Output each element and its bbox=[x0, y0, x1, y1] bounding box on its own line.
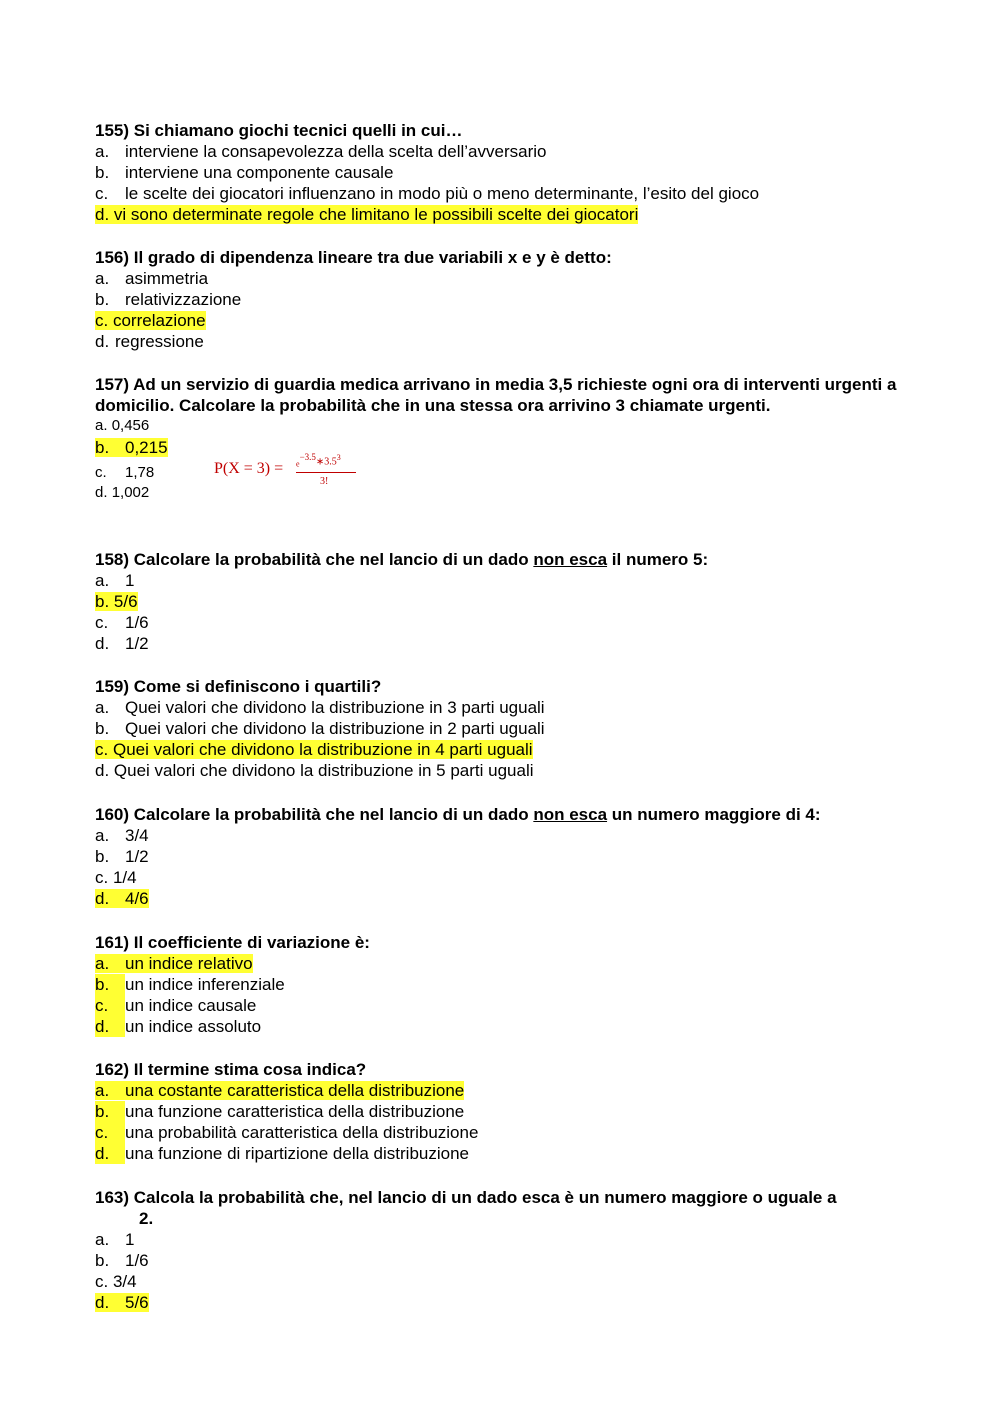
option-c: c. le scelte dei giocatori influenzano in modo più o meno determinante, l’esito del gioco bbox=[95, 184, 760, 203]
fraction-bar bbox=[296, 472, 356, 473]
question-163 bbox=[95, 1187, 915, 1313]
option-c: c. 3/4 bbox=[95, 1272, 137, 1291]
option-c: c. un indice causale bbox=[95, 996, 257, 1015]
option-a: a. Quei valori che dividono la distribuzione in 3 parti uguali bbox=[95, 698, 545, 717]
question-156 bbox=[95, 247, 915, 352]
question-158 bbox=[95, 549, 915, 654]
option-a: a. interviene la consapevolezza della scelta dell’avversario bbox=[95, 142, 547, 161]
option-d-highlighted: d. 4/6 bbox=[95, 889, 149, 908]
option-b: b. un indice inferenziale bbox=[95, 975, 285, 994]
option-c: c. 1/6 bbox=[95, 613, 149, 632]
option-a: a. 3/4 bbox=[95, 826, 149, 845]
formula-numerator: $_e^{-3.5}∗3.5^3$ bbox=[296, 452, 341, 469]
option-b: b. una funzione caratteristica della distribuzione bbox=[95, 1102, 465, 1121]
option-c: c. 1,78 bbox=[95, 464, 155, 481]
option-b: b. relativizzazione bbox=[95, 290, 242, 309]
option-c: c. una probabilità caratteristica della distribuzione bbox=[95, 1123, 479, 1142]
option-b: b. Quei valori che dividono la distribuzione in 2 parti uguali bbox=[95, 719, 545, 738]
option-c-highlighted: c. Quei valori che dividono la distribuzione in 4 parti uguali bbox=[95, 740, 533, 759]
option-d: d. un indice assoluto bbox=[95, 1017, 262, 1036]
option-d-highlighted: d. vi sono determinate regole che limitano le possibili scelte dei giocatori bbox=[95, 205, 639, 224]
question-title: 163) Calcola la probabilità che, nel lancio di un dado esca è un numero maggiore o uguale a 2. bbox=[95, 1188, 837, 1228]
option-a: a. 1 bbox=[95, 571, 135, 590]
option-d: d. regressione bbox=[95, 332, 204, 351]
question-title: 161) Il coefficiente di variazione è: bbox=[95, 933, 370, 952]
option-d: d. 1,002 bbox=[95, 484, 150, 501]
option-a: a. 0,456 bbox=[95, 417, 150, 434]
formula-lhs: P(X = 3) = bbox=[214, 460, 284, 477]
option-d: d. Quei valori che dividono la distribuzione in 5 parti uguali bbox=[95, 761, 534, 780]
option-c-highlighted: c. correlazione bbox=[95, 311, 206, 330]
question-title: 155) Si chiamano giochi tecnici quelli in cui… bbox=[95, 121, 463, 140]
option-d: d. una funzione di ripartizione della distribuzione bbox=[95, 1144, 469, 1163]
option-a: a. 1 bbox=[95, 1230, 135, 1249]
question-title: 158) Calcolare la probabilità che nel lancio di un dado non esca il numero 5: bbox=[95, 550, 709, 569]
option-b: b. 1/2 bbox=[95, 847, 149, 866]
option-b-highlighted: b. 5/6 bbox=[95, 592, 138, 611]
option-d-highlighted: d. 5/6 bbox=[95, 1293, 149, 1312]
option-a-highlighted: a. una costante caratteristica della distribuzione bbox=[95, 1081, 465, 1100]
question-161 bbox=[95, 932, 915, 1037]
question-159 bbox=[95, 676, 915, 781]
question-160 bbox=[95, 804, 915, 909]
question-title: 157) Ad un servizio di guardia medica arrivano in media 3,5 richieste ogni ora di interventi urgenti a domicilio. Calcolare la probabilità che in una stessa ora arrivino 3 chiamate urgenti. bbox=[95, 375, 897, 415]
question-title: 162) Il termine stima cosa indica? bbox=[95, 1060, 367, 1079]
formula-denominator: 3! bbox=[320, 476, 329, 487]
poisson-formula bbox=[214, 452, 374, 492]
option-a-highlighted: a. un indice relativo bbox=[95, 954, 253, 973]
option-d: d. 1/2 bbox=[95, 634, 149, 653]
question-title: 159) Come si definiscono i quartili? bbox=[95, 677, 382, 696]
question-title: 156) Il grado di dipendenza lineare tra due variabili x e y è detto: bbox=[95, 248, 612, 267]
question-162 bbox=[95, 1059, 915, 1164]
option-b-highlighted: b. 0,215 bbox=[95, 438, 168, 457]
question-title: 160) Calcolare la probabilità che nel lancio di un dado non esca un numero maggiore di 4: bbox=[95, 805, 821, 824]
option-a: a. asimmetria bbox=[95, 269, 209, 288]
option-c: c. 1/4 bbox=[95, 868, 137, 887]
question-155 bbox=[95, 120, 915, 225]
option-b: b. interviene una componente causale bbox=[95, 163, 394, 182]
option-b: b. 1/6 bbox=[95, 1251, 149, 1270]
